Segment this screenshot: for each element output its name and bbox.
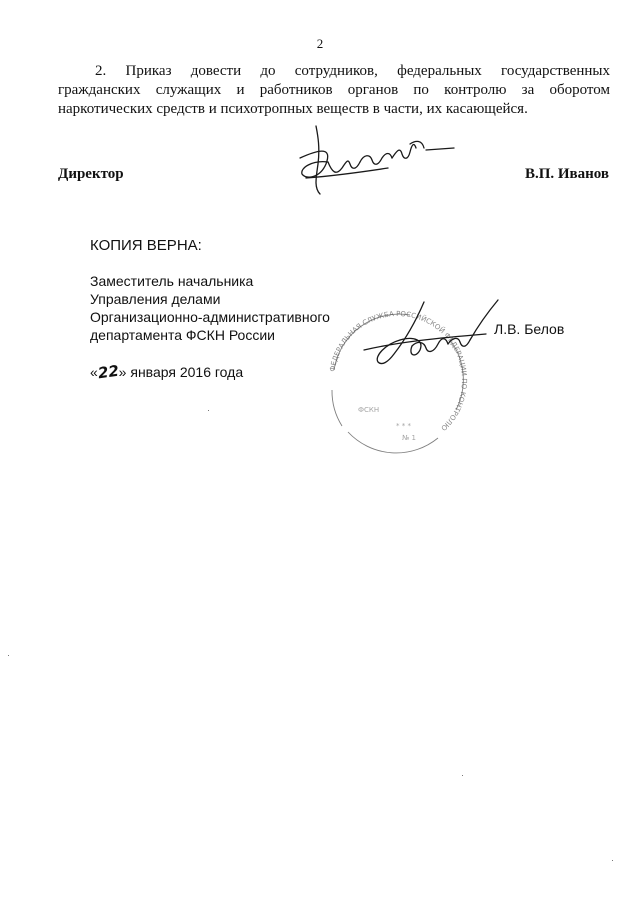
scan-speck xyxy=(462,775,463,776)
svg-text:ФЕДЕРАЛЬНАЯ СЛУЖБА РОССИЙСКОЙ: ФЕДЕРАЛЬНАЯ СЛУЖБА РОССИЙСКОЙ ФЕДЕРАЦИИ ПО КОНТРОЛЮ xyxy=(328,309,469,433)
order-line-3: наркотических средств и психотропных веществ в части, их касающейся. xyxy=(58,101,528,117)
director-title: Директор xyxy=(58,166,124,182)
svg-text:№ 1: № 1 xyxy=(402,434,416,442)
scan-speck xyxy=(612,860,613,861)
certifier-name: Л.В. Белов xyxy=(494,321,565,337)
svg-text:ФСКН: ФСКН xyxy=(358,406,380,414)
svg-text:* * *: * * * xyxy=(396,422,411,430)
date-close-quote: » xyxy=(118,364,127,380)
date-open-quote: « xyxy=(90,364,98,380)
scan-speck xyxy=(208,410,209,411)
position-line-4: департамента ФСКН России xyxy=(90,327,275,343)
director-name: В.П. Иванов xyxy=(524,166,609,182)
order-line-2: гражданских служащих и работников органов по контролю за оборотом xyxy=(58,82,610,98)
scan-speck xyxy=(8,655,9,656)
date-month-year: января 2016 года xyxy=(126,364,244,380)
certifier-position xyxy=(90,272,330,344)
certifier-signature xyxy=(338,296,508,388)
certification-date xyxy=(90,363,243,381)
order-line-1: 2. Приказ довести до сотрудников, федеральных государственных xyxy=(95,63,610,79)
position-line-2: Управления делами xyxy=(90,291,221,307)
position-line-1: Заместитель начальника xyxy=(90,273,254,289)
page-number: 2 xyxy=(316,36,324,51)
director-signature xyxy=(292,118,460,200)
position-line-3: Организационно-административного xyxy=(90,309,330,325)
date-day: 22 xyxy=(96,361,120,383)
order-paragraph xyxy=(58,62,610,119)
copy-certification-heading: КОПИЯ ВЕРНА: xyxy=(90,237,202,254)
